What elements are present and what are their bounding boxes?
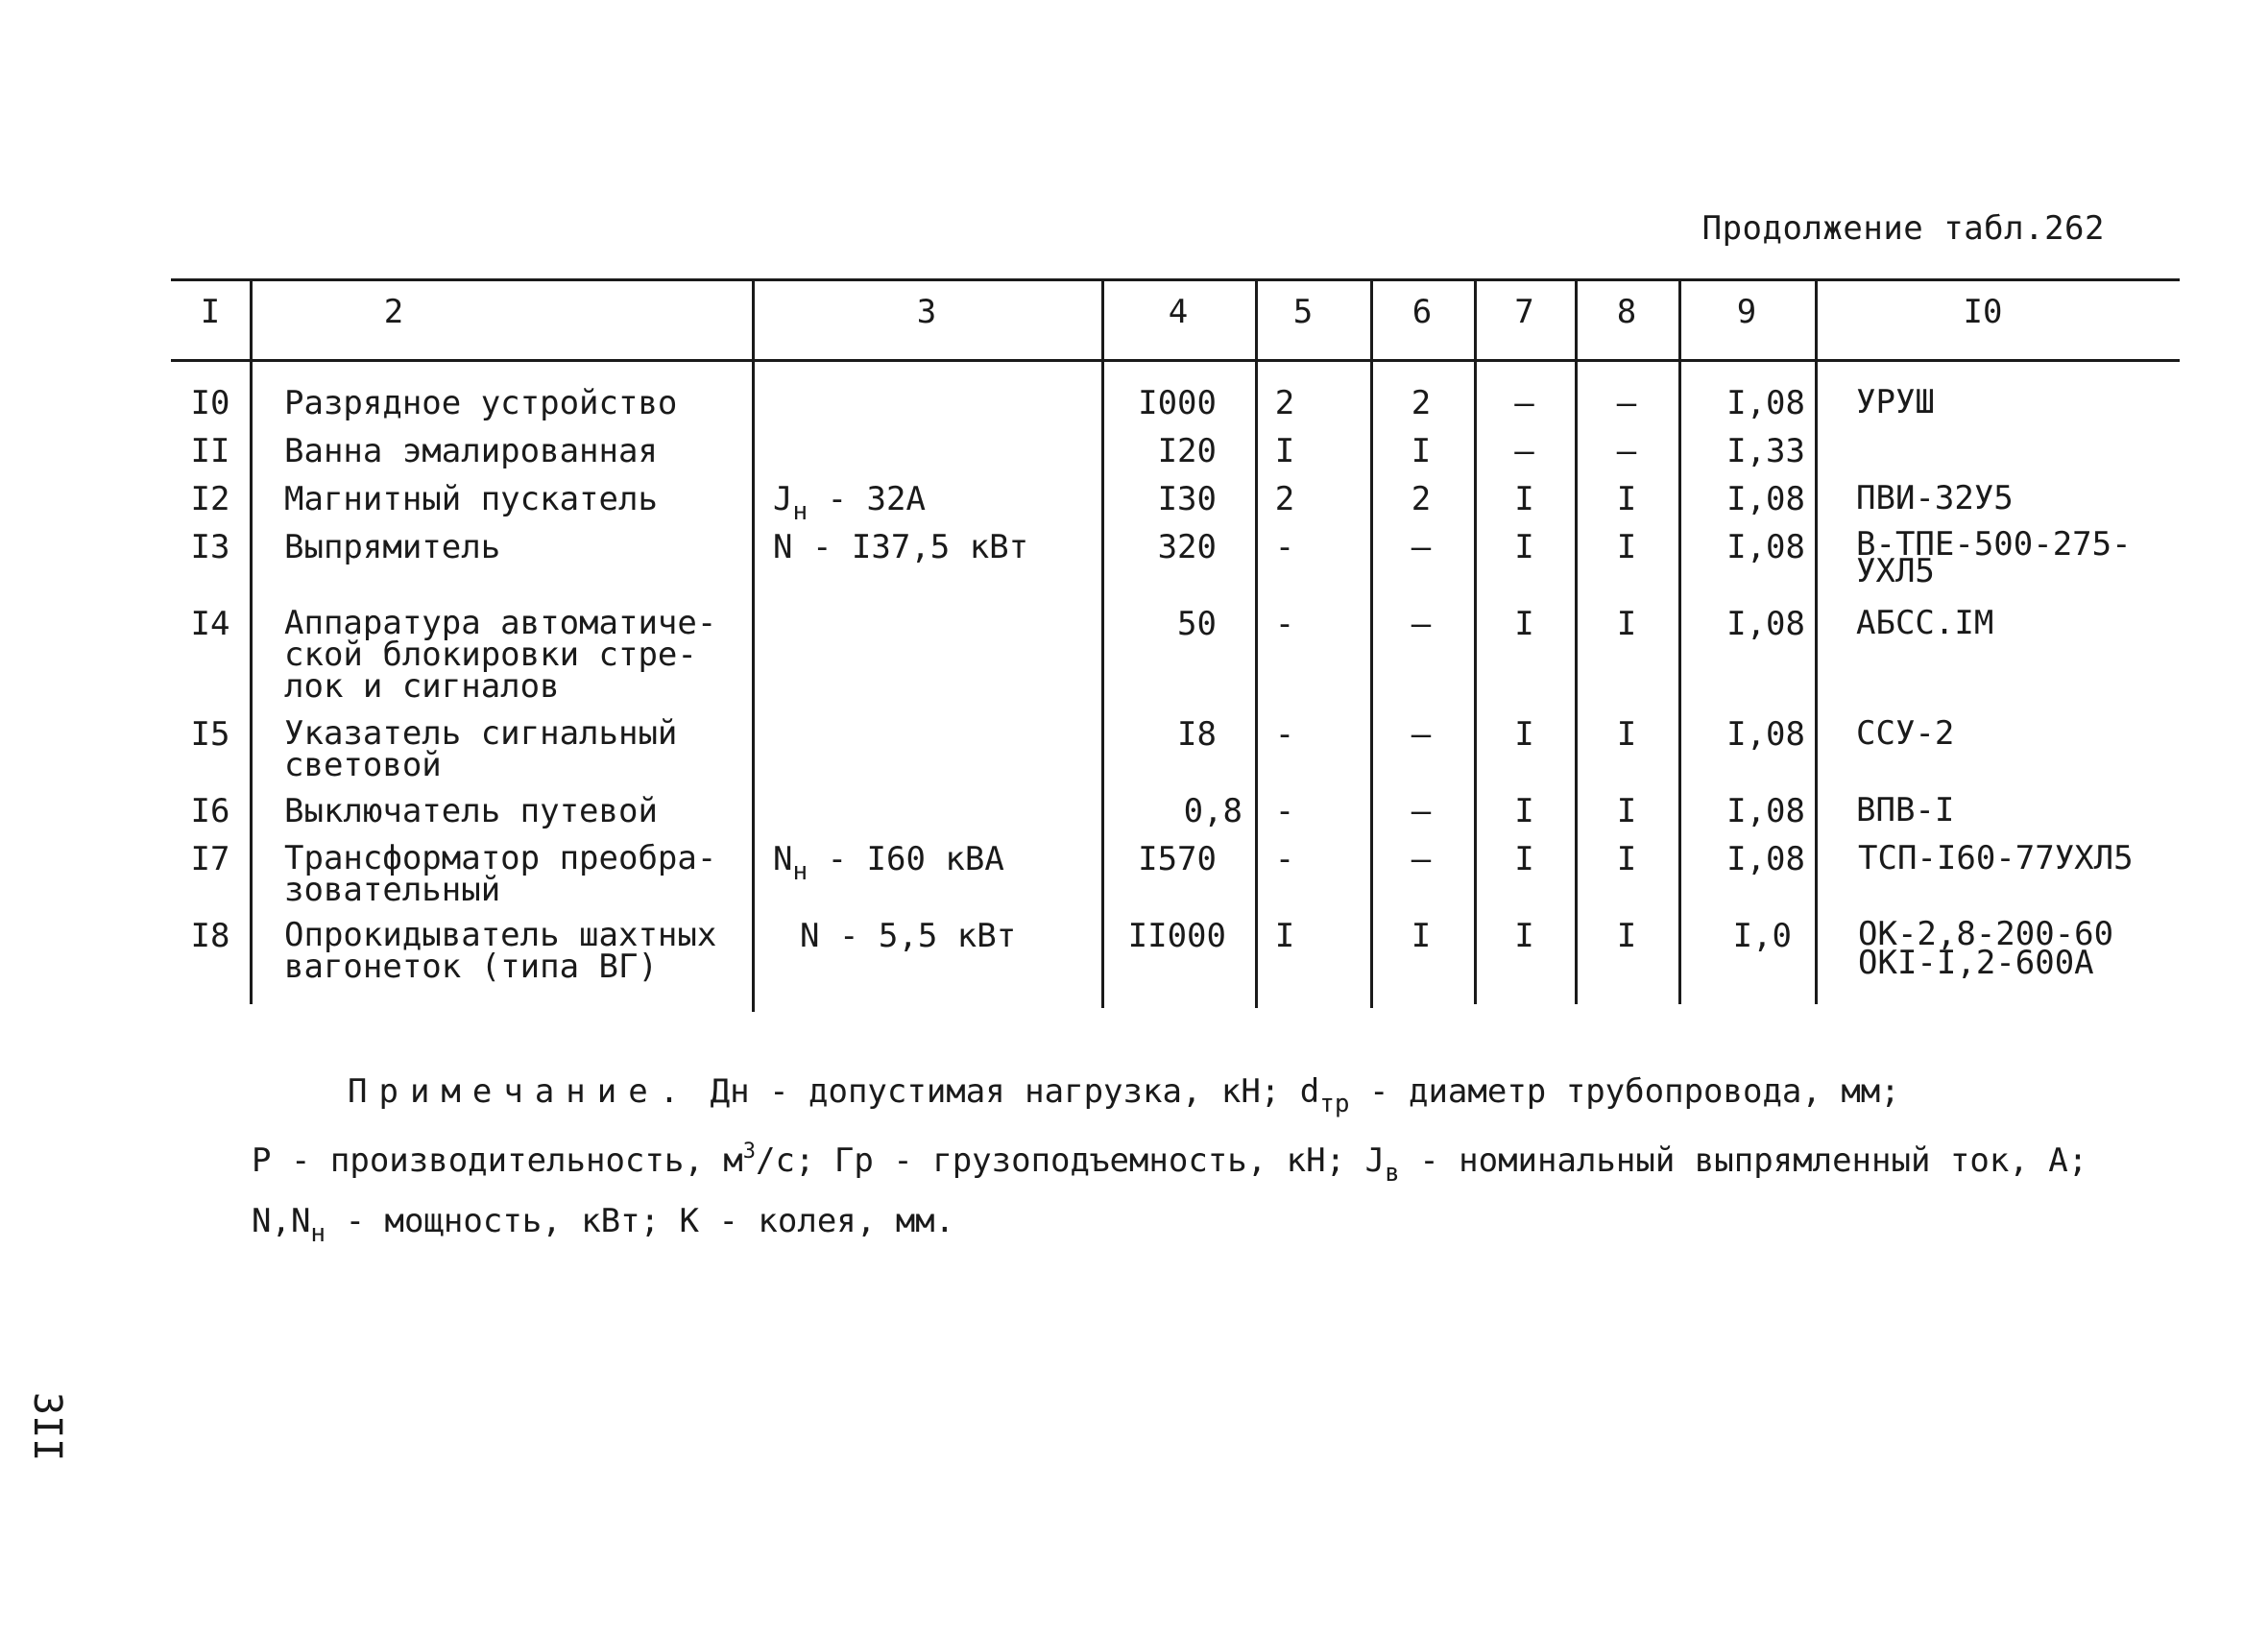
- row-c8: –: [1616, 384, 1637, 422]
- row-name: Разрядное устройство: [284, 384, 678, 422]
- note-label: Примечание.: [348, 1072, 691, 1111]
- page-number: 3II: [25, 1392, 69, 1462]
- row-name: Аппаратура автоматиче- ской блокировки стре- лок и сигналов: [284, 604, 717, 706]
- row-c4: I20: [1157, 432, 1217, 470]
- row-c5: -: [1274, 605, 1295, 643]
- row-number: I8: [190, 917, 230, 955]
- row-param: N - 5,5 кВт: [800, 917, 1017, 955]
- row-c4: 320: [1157, 528, 1217, 566]
- row-c10: ССУ-2: [1856, 714, 1955, 753]
- row-number: I2: [190, 480, 230, 518]
- row-c7: I: [1514, 480, 1534, 518]
- row-c9: I,33: [1726, 432, 1805, 470]
- row-c7: –: [1514, 384, 1534, 422]
- row-name: Магнитный пускатель: [284, 480, 658, 518]
- row-c9: I,08: [1726, 715, 1805, 754]
- table-caption: Продолжение табл.262: [1701, 209, 2105, 248]
- header-col-2: 2: [383, 293, 404, 331]
- header-col-9: 9: [1736, 293, 1757, 331]
- row-c6: –: [1411, 840, 1432, 878]
- row-number: I6: [190, 792, 230, 830]
- row-c8: I: [1616, 917, 1637, 955]
- row-number: I7: [190, 840, 230, 878]
- row-c7: I: [1514, 917, 1534, 955]
- row-name: Выключатель путевой: [284, 792, 658, 830]
- data-table: [171, 278, 2180, 1008]
- col-sep-9: [1815, 278, 1818, 1004]
- row-c4: I8: [1177, 715, 1217, 754]
- row-c8: I: [1616, 528, 1637, 566]
- row-name: Указатель сигнальный световой: [284, 714, 678, 784]
- row-c9: I,08: [1726, 792, 1805, 830]
- row-c10: ТСП-I60-77УХЛ5: [1858, 839, 2134, 877]
- row-name: Ванна эмалированная: [284, 432, 658, 470]
- row-param: $J_н - 32A$: [773, 480, 926, 526]
- row-c5: I: [1274, 432, 1295, 470]
- header-col-7: 7: [1514, 293, 1534, 331]
- row-c8: I: [1616, 480, 1637, 518]
- row-c5: -: [1274, 528, 1295, 566]
- row-c5: -: [1274, 792, 1295, 830]
- table-note: Примечание. Дн - допустимая нагрузка, кН; $d_{тр}$ - диаметр трубопровода, мм; Р - производительность, $м^3/с$; Гр - грузоподъемность, кН; $J_в$ - номинальный выпрямленный ток, А; $N,N_н$ - мощность, кВт; К - колея, мм.: [252, 1072, 2088, 1248]
- row-c4: I570: [1138, 840, 1217, 878]
- row-c6: I: [1411, 917, 1432, 955]
- row-c8: I: [1616, 840, 1637, 878]
- row-c5: I: [1274, 917, 1295, 955]
- row-c9: I,08: [1726, 605, 1805, 643]
- row-c6: 2: [1411, 384, 1432, 422]
- row-c7: –: [1514, 432, 1534, 470]
- row-c10: ПВИ-32У5: [1856, 479, 2014, 517]
- col-sep-2: [752, 278, 755, 1012]
- row-c8: –: [1616, 432, 1637, 470]
- row-c5: -: [1274, 840, 1295, 878]
- header-col-6: 6: [1411, 293, 1433, 331]
- row-c10: ОК-2,8-200-60 ОКI-I,2-600А: [1858, 915, 2114, 982]
- row-c7: I: [1514, 605, 1534, 643]
- header-col-1: I: [200, 293, 221, 331]
- row-c4: 50: [1177, 605, 1217, 643]
- row-c7: I: [1514, 715, 1534, 754]
- row-number: I5: [190, 715, 230, 754]
- row-c10: ВПВ-I: [1856, 791, 1955, 829]
- header-col-3: 3: [916, 293, 937, 331]
- row-c8: I: [1616, 605, 1637, 643]
- header-col-4: 4: [1168, 293, 1189, 331]
- row-c7: I: [1514, 792, 1534, 830]
- row-name: Опрокидыватель шахтных вагонеток (типа ВГ): [284, 916, 717, 986]
- row-c9: I,08: [1726, 840, 1805, 878]
- row-c6: –: [1411, 605, 1432, 643]
- row-param: $N_н - I60$ кВА: [773, 840, 1004, 886]
- row-c5: 2: [1274, 384, 1295, 422]
- row-c4: II000: [1127, 917, 1226, 955]
- row-c6: I: [1411, 432, 1432, 470]
- row-c4: I000: [1138, 384, 1217, 422]
- row-c10: УРУШ: [1856, 383, 1935, 421]
- row-c9: I,0: [1732, 917, 1792, 955]
- row-c6: –: [1411, 715, 1432, 754]
- header-col-10: I0: [1963, 293, 2003, 331]
- row-c9: I,08: [1726, 384, 1805, 422]
- header-col-8: 8: [1616, 293, 1637, 331]
- row-param: N - I37,5 кВт: [773, 528, 1029, 566]
- row-number: I3: [190, 528, 230, 566]
- row-c5: -: [1274, 715, 1295, 754]
- row-name: Трансформатор преобра- зовательный: [284, 839, 717, 909]
- row-c7: I: [1514, 528, 1534, 566]
- row-c9: I,08: [1726, 480, 1805, 518]
- row-c4: I30: [1157, 480, 1217, 518]
- table-top-rule: [171, 278, 2180, 281]
- row-number: II: [190, 432, 230, 470]
- row-c6: 2: [1411, 480, 1432, 518]
- col-sep-1: [250, 278, 253, 1004]
- row-c7: I: [1514, 840, 1534, 878]
- row-c6: –: [1411, 528, 1432, 566]
- row-c4: 0,8: [1183, 792, 1243, 830]
- header-col-5: 5: [1292, 293, 1314, 331]
- row-c8: I: [1616, 715, 1637, 754]
- row-c10: В-ТПЕ-500-275- УХЛ5: [1856, 525, 2132, 590]
- table-header-rule: [171, 359, 2180, 362]
- row-c8: I: [1616, 792, 1637, 830]
- row-number: I0: [190, 384, 230, 422]
- row-number: I4: [190, 605, 230, 643]
- row-name: Выпрямитель: [284, 528, 501, 566]
- row-c5: 2: [1274, 480, 1295, 518]
- row-c6: –: [1411, 792, 1432, 830]
- row-c9: I,08: [1726, 528, 1805, 566]
- row-c10: АБСС.IМ: [1856, 604, 1994, 642]
